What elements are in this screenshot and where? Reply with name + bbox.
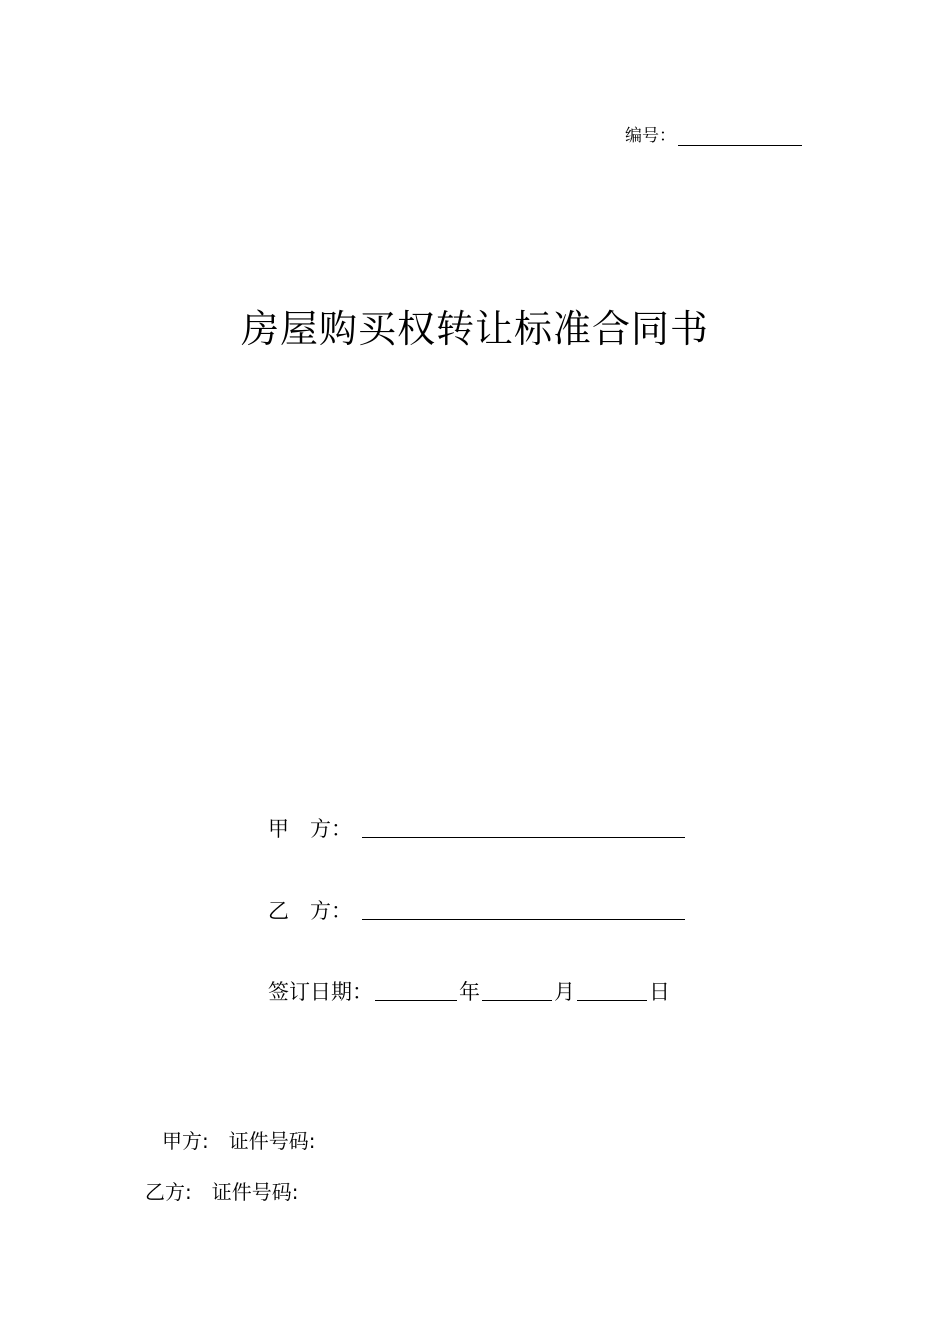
document-title: 房屋购买权转让标准合同书 xyxy=(240,307,709,351)
party-b-id-line xyxy=(145,1178,299,1206)
party-b-blank xyxy=(362,919,685,920)
party-b-prefix: 乙方: xyxy=(145,1180,192,1204)
party-a-label: 甲 方： xyxy=(268,817,352,841)
month-label: 月 xyxy=(554,980,575,1004)
signing-date-row xyxy=(268,978,670,1006)
party-b-row xyxy=(268,897,685,925)
party-a-id-line xyxy=(162,1127,316,1155)
serial-number-label: 编号： xyxy=(625,126,676,146)
serial-number-blank xyxy=(678,145,802,146)
party-a-prefix: 甲方: xyxy=(162,1129,209,1153)
party-b-label: 乙 方： xyxy=(268,899,352,923)
party-a-blank xyxy=(362,837,685,838)
signing-date-label: 签订日期： xyxy=(268,980,373,1004)
year-blank xyxy=(375,1000,457,1001)
serial-number-field xyxy=(625,124,802,148)
party-b-id-label: 证件号码: xyxy=(211,1180,299,1204)
day-blank xyxy=(577,1000,647,1001)
year-label: 年 xyxy=(459,980,480,1004)
party-a-id-label: 证件号码: xyxy=(228,1129,316,1153)
month-blank xyxy=(482,1000,552,1001)
party-a-row xyxy=(268,815,685,843)
day-label: 日 xyxy=(649,980,670,1004)
